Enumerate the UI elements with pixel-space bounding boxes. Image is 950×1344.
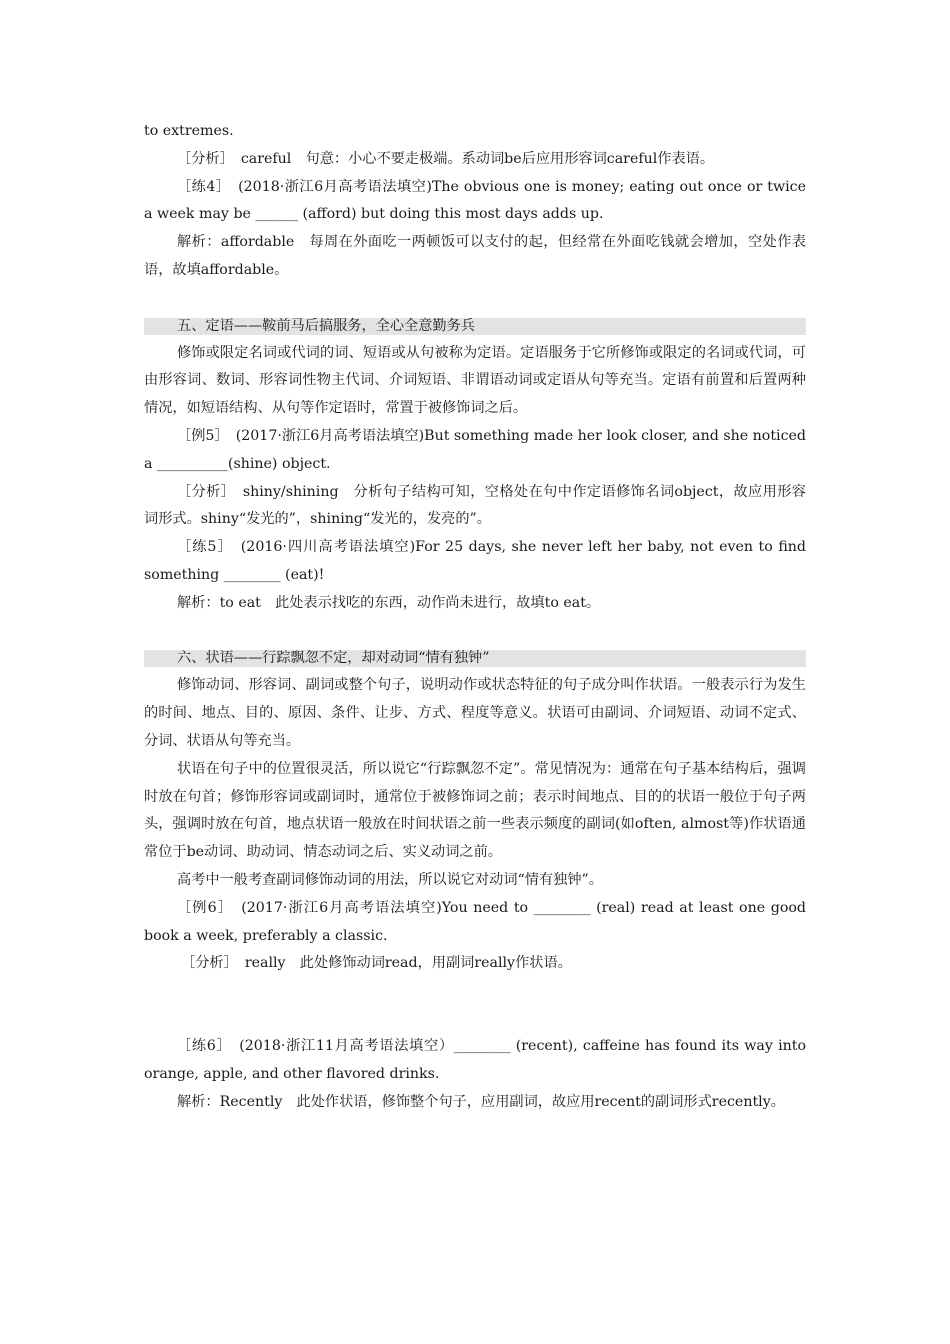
spacer (144, 618, 806, 646)
analysis-3: ［分析］ careful 句意：小心不要走极端。系动词be后应用形容词careful作表语。 (177, 150, 715, 167)
exercise-4: ［练4］ (2018·浙江6月高考语法填空)The obvious one is money; eating out once or twice a week may be ______ (afford) but doing this most days adds up. (144, 178, 806, 223)
section-6-exam-note: 高考中一般考查副词修饰动词的用法，所以说它对动词“情有独钟”。 (177, 871, 603, 888)
section-6-position: 状语在句子中的位置很灵活，所以说它“行踪飘忽不定”。常见情况为：通常在句子基本结构后，强调时放在句首；修饰形容词或副词时，通常位于被修饰词之前；表示时间地点、目的的状语一般位于句子两头，强调时放在句首，地点状语一般放在时间状语之前一些表示频度的副词(如often, almost等)作状语通常位于be动词、助动词、情态动词之后、实义动词之前。 (144, 760, 806, 861)
answer-5: 解析：to eat 此处表示找吃的东西，动作尚未进行，故填to eat。 (177, 594, 601, 611)
analysis-5: ［分析］ shiny/shining 分析句子结构可知，空格处在句中作定语修饰名词object，故应用形容词形式。shiny“发光的”，shining“发光的，发亮的”。 (144, 483, 806, 528)
section-6-intro: 修饰动词、形容词、副词或整个句子，说明动作或状态特征的句子成分叫作状语。一般表示行为发生的时间、地点、目的、原因、条件、让步、方式、程度等意义。状语可由副词、介词短语、动词不定式、分词、状语从句等充当。 (144, 677, 806, 749)
section-5-intro: 修饰或限定名词或代词的词、短语或从句被称为定语。定语服务于它所修饰或限定的名词或代词，可由形容词、数词、形容词性物主代词、介词短语、非谓语动词或定语从句等充当。定语有前置和后置两种情况，如短语结构、从句等作定语时，常置于被修饰词之后。 (144, 344, 806, 417)
section-heading-5: 五、定语——鞍前马后搞服务，全心全意勤务兵 (144, 318, 806, 335)
exercise-5: ［练5］ (2016·四川高考语法填空)For 25 days, she never left her baby, not even to find something ________ (eat)! (144, 539, 806, 583)
answer-4: 解析：affordable 每周在外面吃一两顿饭可以支付的起，但经常在外面吃钱就会增加，空处作表语，故填affordable。 (144, 234, 806, 278)
document-page (144, 118, 806, 1117)
answer-6: 解析：Recently 此处作状语，修饰整个句子，应用副词，故应用recent的副词形式recently。 (177, 1093, 785, 1110)
section-heading-6: 六、状语——行踪飘忽不定，却对动词“情有独钟” (144, 650, 806, 667)
example-6: ［例6］ (2017·浙江6月高考语法填空)You need to ________ (real) read at least one good book a week, preferably a classic. (144, 899, 806, 944)
exercise-6: ［练6］ (2018·浙江11月高考语法填空）________ (recent), caffeine has found its way into orange, apple, and other flavored drinks. (144, 1038, 806, 1082)
paragraph-continuation: to extremes. (144, 123, 234, 139)
spacer (144, 285, 806, 313)
spacer (144, 978, 806, 1033)
example-5: ［例5］ (2017·浙江6月高考语法填空)But something made her look closer, and she noticed a __________(shine) object. (144, 427, 806, 472)
analysis-6: ［分析］ really 此处修饰动词read，用副词really作状语。 (181, 955, 572, 972)
